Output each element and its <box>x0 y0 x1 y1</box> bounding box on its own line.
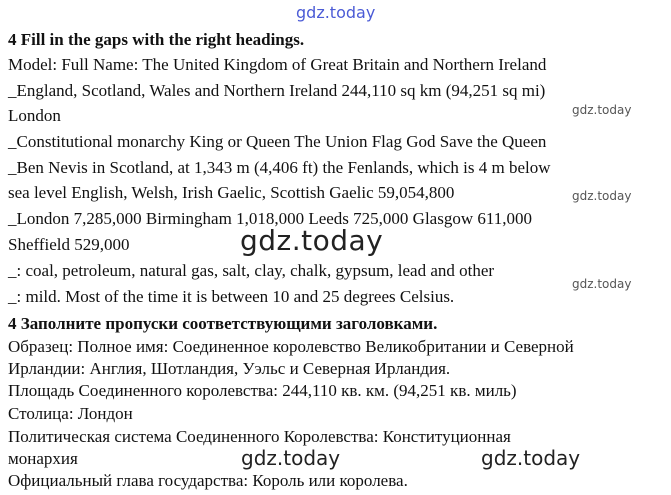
text-line: Model: Full Name: The United Kingdom of Great Britain and Northern Ireland <box>8 55 547 74</box>
text-line: _: mild. Most of the time it is between 10 and 25 degrees Celsius. <box>8 287 455 306</box>
text-line: Образец: Полное имя: Соединенное королевство Великобритании и Северной <box>8 337 574 356</box>
text-line: London <box>8 106 61 125</box>
text-line: Ирландии: Англия, Шотландия, Уэльс и Северная Ирландия. <box>8 359 451 378</box>
text-line: _London 7,285,000 Birmingham 1,018,000 Leeds 725,000 Glasgow 611,000 <box>8 209 532 228</box>
watermark-top: gdz.today <box>296 3 376 22</box>
watermark-medium: gdz.today <box>481 446 581 470</box>
text-line: монархия <box>8 449 78 468</box>
text-line: _Ben Nevis in Scotland, at 1,343 m (4,406 ft) the Fenlands, which is 4 m below <box>8 158 551 177</box>
watermark-large: gdz.today <box>240 224 384 257</box>
text-line: Столица: Лондон <box>8 404 133 423</box>
watermark-small: gdz.today <box>572 189 632 203</box>
exercise-heading-english: 4 Fill in the gaps with the right headings. <box>8 30 305 49</box>
exercise-heading-russian: 4 Заполните пропуски соответствующими заголовками. <box>8 314 438 333</box>
text-line: _Constitutional monarchy King or Queen The Union Flag God Save the Queen <box>8 132 547 151</box>
watermark-small: gdz.today <box>572 277 632 291</box>
text-line: Sheffield 529,000 <box>8 235 130 254</box>
text-line: sea level English, Welsh, Irish Gaelic, Scottish Gaelic 59,054,800 <box>8 183 455 202</box>
text-line: Площадь Соединенного королевства: 244,110 кв. км. (94,251 кв. миль) <box>8 381 517 400</box>
text-line: Политическая система Соединенного Королевства: Конституционная <box>8 427 511 446</box>
text-line: _: coal, petroleum, natural gas, salt, clay, chalk, gypsum, lead and other <box>8 261 495 280</box>
watermark-medium: gdz.today <box>241 446 341 470</box>
text-line: _England, Scotland, Wales and Northern Ireland 244,110 sq km (94,251 sq mi) <box>8 81 546 100</box>
text-line: Официальный глава государства: Король или королева. <box>8 471 408 490</box>
watermark-small: gdz.today <box>572 103 632 117</box>
